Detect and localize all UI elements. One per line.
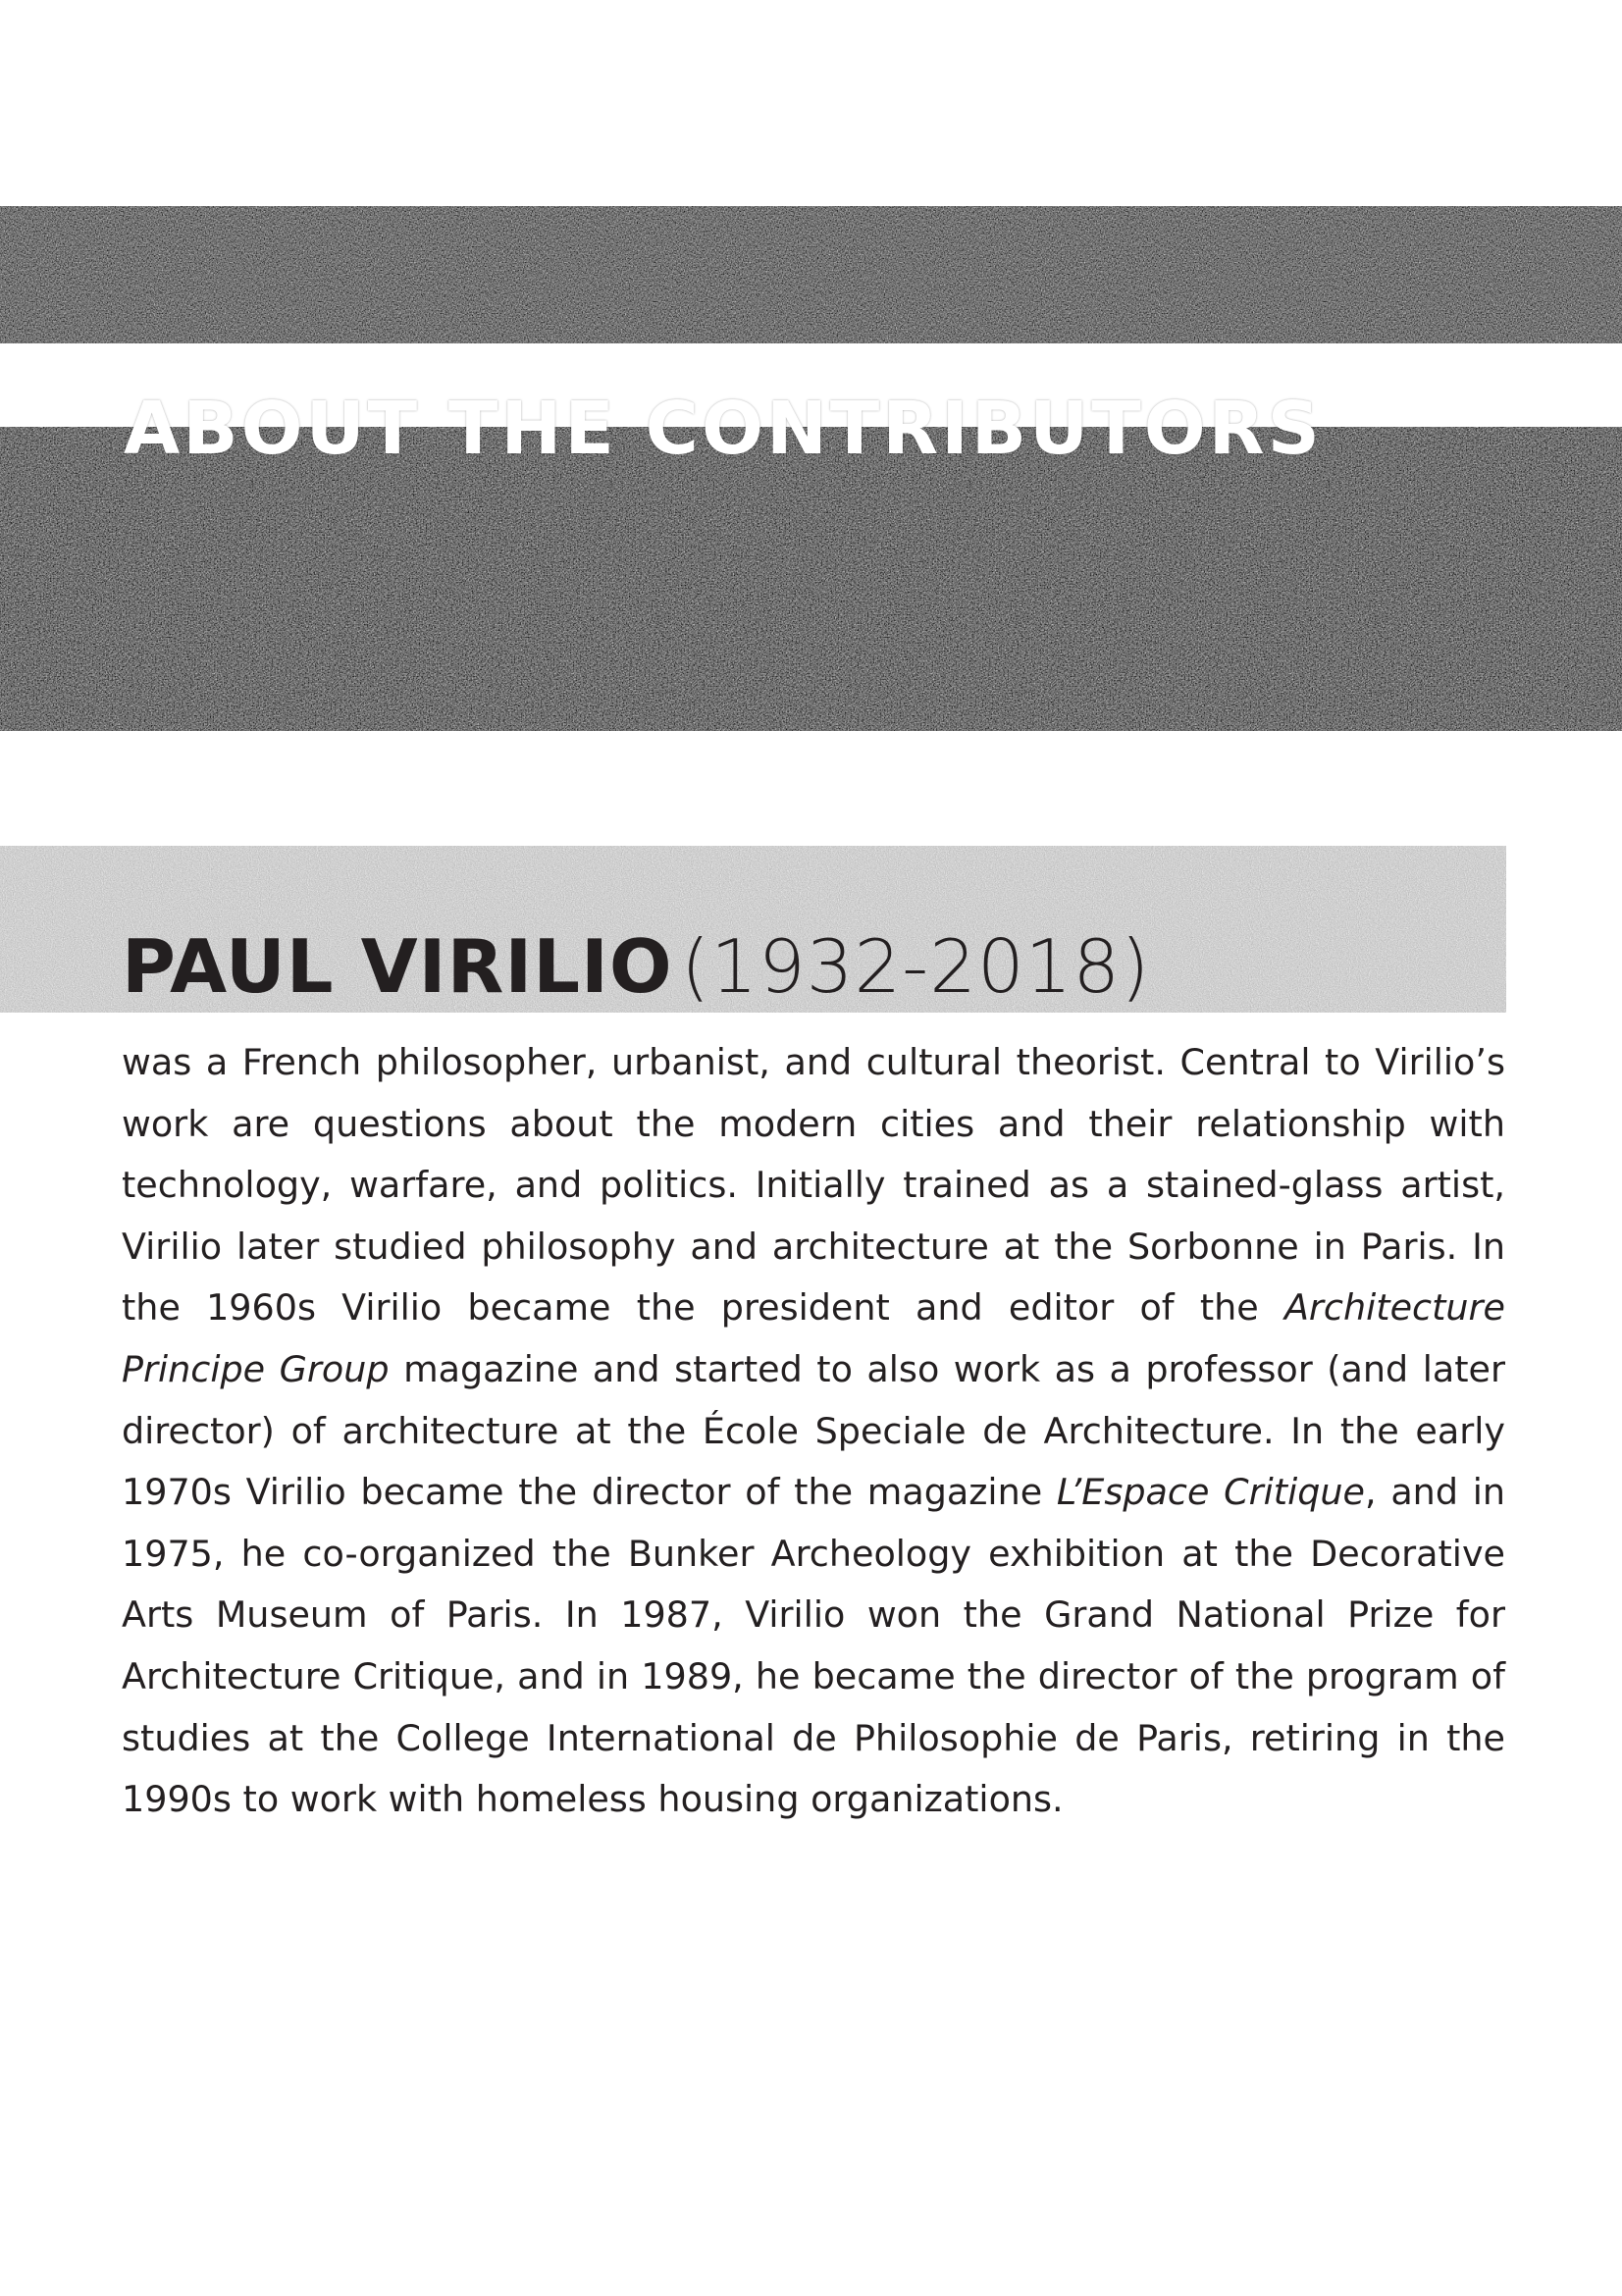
- decorative-texture-band-title: [0, 427, 1622, 731]
- contributor-years: (1932-2018): [681, 923, 1151, 1010]
- decorative-texture-band-top: [0, 206, 1622, 343]
- bio-text: was a French philosopher, urbanist, and cultural theorist. Central to Virilio’s work are questions about the modern cities and their relationship with technology, warfare, and politics. Initially trained as a stained-glass artist, Virilio later studied philosophy and architecture at the Sorbonne in Paris. In the 1960s Virilio became the president and editor of the: [122, 1041, 1505, 1330]
- bio-italic-title: Architecture Principe Group: [122, 1286, 1505, 1390]
- bio-text: , and in 1975, he co-organized the Bunker Archeology exhibition at the Decorative Arts Museum of Paris. In 1987, Virilio won the Grand National Prize for Architecture Critique, and in 1989, he became the director of the program of studies at the College International de Philosophie de Paris, retiring in the 1990s to work with homeless housing organizations.: [122, 1471, 1505, 1821]
- contributor-name: PAUL VIRILIO: [122, 923, 673, 1010]
- bio-text: magazine and started to also work as a professor (and later director) of architecture at the École Speciale de Architecture. In the early 1970s Virilio became the director of the magazine: [122, 1347, 1505, 1514]
- bio-italic-title: L’Espace Critique: [1056, 1471, 1365, 1514]
- contributor-heading: [122, 923, 1151, 1010]
- contributor-bio: [122, 1032, 1505, 1831]
- section-title: ABOUT THE CONTRIBUTORS: [124, 387, 1323, 471]
